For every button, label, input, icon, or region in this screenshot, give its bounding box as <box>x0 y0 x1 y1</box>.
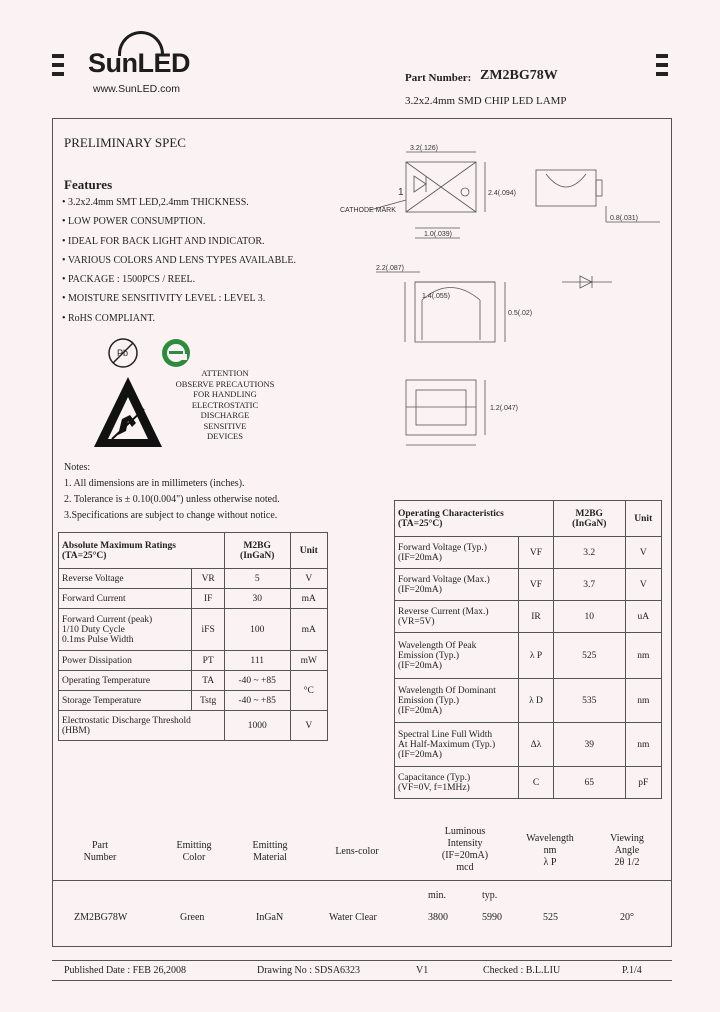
table-cell: 3.7 <box>553 569 625 601</box>
table-row <box>59 609 328 651</box>
table-cell: 30 <box>224 589 290 609</box>
table-cell: 65 <box>553 767 625 799</box>
table-cell: Δλ <box>519 723 554 767</box>
header-lens-color: Lens-color <box>335 846 379 857</box>
note-item: 1. All dimensions are in millimeters (inches). <box>64 478 245 489</box>
table-cell: 5 <box>224 569 290 589</box>
table-cell: VF <box>519 569 554 601</box>
divider <box>52 980 672 981</box>
header-bar-icon <box>52 54 64 58</box>
list-item: • MOISTURE SENSITIVITY LEVEL : LEVEL 3. <box>62 293 266 305</box>
abs-max-table <box>58 532 328 741</box>
svg-text:2.2(.087): 2.2(.087) <box>376 265 405 272</box>
divider <box>52 960 672 961</box>
divider <box>52 880 672 881</box>
svg-text:0.5(.02): 0.5(.02) <box>508 310 533 317</box>
attention-line: FOR HANDLING <box>193 389 257 399</box>
table-cell: λ D <box>519 679 554 723</box>
svg-text:1.0(.039): 1.0(.039) <box>424 231 453 238</box>
esd-attention-text <box>170 368 280 442</box>
table-cell: Operating Temperature <box>59 671 192 691</box>
header-bar-icon <box>656 63 668 67</box>
table-cell: PT <box>192 651 224 671</box>
table-cell: IF <box>192 589 224 609</box>
table-cell: V <box>290 711 327 741</box>
table-cell: Wavelength Of Dominant Emission (Typ.) (IF=20mA) <box>395 679 519 723</box>
notes <box>64 460 280 524</box>
header-bar-icon <box>656 72 668 76</box>
list-item: • RoHS COMPLIANT. <box>62 312 156 324</box>
table-cell: Forward Voltage (Typ.) (IF=20mA) <box>395 537 519 569</box>
table-cell: 111 <box>224 651 290 671</box>
header-viewing-angle: Viewing Angle 2θ 1/2 <box>610 833 644 868</box>
table-cell: V <box>290 569 327 589</box>
svg-text:3.2(.126): 3.2(.126) <box>410 145 439 152</box>
table-cell: Tstg <box>192 691 224 711</box>
table-cell: 100 <box>224 609 290 651</box>
svg-text:0.8(.031): 0.8(.031) <box>610 215 639 222</box>
table-row <box>395 679 662 723</box>
table-cell: IR <box>519 601 554 633</box>
table-cell: TA <box>192 671 224 691</box>
table-cell: -40 ~ +85 <box>224 691 290 711</box>
attention-line: ELECTROSTATIC <box>191 399 259 410</box>
row-emitting-color: Green <box>180 912 205 923</box>
table-cell: -40 ~ +85 <box>224 671 290 691</box>
list-item: • 3.2x2.4mm SMT LED,2.4mm THICKNESS. <box>62 197 249 208</box>
row-intensity-min: 3800 <box>428 912 448 923</box>
list-item: • LOW POWER CONSUMPTION. <box>62 216 206 228</box>
table-header-cell: M2BG (InGaN) <box>553 501 625 537</box>
header-min: min. <box>428 890 447 901</box>
table-header-row <box>395 501 662 537</box>
attention-line: DEVICES <box>207 431 243 441</box>
table-row <box>59 651 328 671</box>
attention-line: DISCHARGE <box>200 410 250 420</box>
table-cell: Electrostatic Discharge Threshold (HBM) <box>59 711 225 741</box>
table-cell: nm <box>625 633 661 679</box>
table-cell: Power Dissipation <box>59 651 192 671</box>
table-cell: Reverse Current (Max.) (VR=5V) <box>395 601 519 633</box>
table-cell: nm <box>625 723 661 767</box>
svg-text:Pb: Pb <box>117 348 129 358</box>
package-drawing <box>340 140 665 455</box>
checked-by: Checked : B.L.LIU <box>483 965 561 976</box>
table-cell: 535 <box>553 679 625 723</box>
note-item: 2. Tolerance is ± 0.10(0.004") unless otherwise noted. <box>64 494 280 505</box>
row-lens-color: Water Clear <box>329 912 377 923</box>
subtitle: 3.2x2.4mm SMD CHIP LED LAMP <box>405 95 567 107</box>
table-cell: Forward Current <box>59 589 192 609</box>
header-wavelength: Wavelength nm λ P <box>526 833 574 868</box>
row-emitting-material: InGaN <box>256 912 284 923</box>
row-wavelength: 525 <box>543 912 558 923</box>
table-cell: mA <box>290 609 327 651</box>
part-number: ZM2BG78W <box>480 68 558 83</box>
website-link[interactable]: www.SunLED.com <box>93 83 180 95</box>
table-cell: VR <box>192 569 224 589</box>
header-bar-icon <box>52 72 64 76</box>
table-cell: Spectral Line Full Width At Half-Maximum (Typ.) (IF=20mA) <box>395 723 519 767</box>
pb-free-icon <box>106 336 140 370</box>
header-typ: typ. <box>482 890 498 901</box>
part-number-label: Part Number: <box>405 72 472 84</box>
published-date: Published Date : FEB 26,2008 <box>64 965 186 976</box>
table-cell: iFS <box>192 609 224 651</box>
table-cell: 1000 <box>224 711 290 741</box>
svg-text:1.4(.055): 1.4(.055) <box>422 293 451 300</box>
table-row <box>59 589 328 609</box>
table-row <box>59 671 328 691</box>
table-row <box>395 601 662 633</box>
notes-title: Notes: <box>64 462 91 473</box>
header-part-number: Part Number <box>83 840 117 863</box>
table-cell: Storage Temperature <box>59 691 192 711</box>
table-row <box>395 633 662 679</box>
drawing-number: Drawing No : SDSA6323 <box>257 965 361 976</box>
header-luminous-intensity: Luminous Intensity (IF=20mA) mcd <box>441 826 489 873</box>
table-cell: Reverse Voltage <box>59 569 192 589</box>
attention-line: SENSITIVE <box>203 420 247 431</box>
table-row <box>59 691 328 711</box>
attention-line: ATTENTION <box>201 368 249 378</box>
table-row <box>395 537 662 569</box>
svg-text:1: 1 <box>398 187 404 198</box>
table-row <box>59 711 328 741</box>
esd-warning-icon <box>92 375 164 449</box>
table-cell: 39 <box>553 723 625 767</box>
table-cell: C <box>519 767 554 799</box>
header-emitting-material: Emitting Material <box>252 840 288 863</box>
spec-title: PRELIMINARY SPEC <box>64 135 186 150</box>
table-cell: nm <box>625 679 661 723</box>
table-cell: λ P <box>519 633 554 679</box>
table-header-cell: Operating Characteristics (TA=25°C) <box>395 501 554 537</box>
table-cell: V <box>625 537 661 569</box>
table-cell: V <box>625 569 661 601</box>
table-row <box>395 723 662 767</box>
row-viewing-angle: 20° <box>620 912 634 923</box>
table-cell: mA <box>290 589 327 609</box>
note-item: 3.Specifications are subject to change without notice. <box>64 510 278 521</box>
table-cell: Capacitance (Typ.) (VF=0V, f=1MHz) <box>395 767 519 799</box>
attention-line: OBSERVE PRECAUTIONS <box>175 378 275 389</box>
features-list <box>62 197 332 332</box>
op-char-table <box>394 500 662 799</box>
header-bar-icon <box>52 63 64 67</box>
table-header-cell: Unit <box>625 501 661 537</box>
brand-logo: SunLED <box>88 48 190 78</box>
table-cell: pF <box>625 767 661 799</box>
page-number: P.1/4 <box>622 965 642 976</box>
svg-text:2.4(.094): 2.4(.094) <box>488 190 517 197</box>
table-row <box>395 767 662 799</box>
table-cell: Wavelength Of Peak Emission (Typ.) (IF=20mA) <box>395 633 519 679</box>
table-header-cell: M2BG (InGaN) <box>224 533 290 569</box>
table-cell: 525 <box>553 633 625 679</box>
table-cell: 3.2 <box>553 537 625 569</box>
table-cell: mW <box>290 651 327 671</box>
list-item: • PACKAGE : 1500PCS / REEL. <box>62 274 196 286</box>
table-cell: °C <box>290 671 327 711</box>
table-header-cell: Absolute Maximum Ratings (TA=25°C) <box>59 533 225 569</box>
header-emitting-color: Emitting Color <box>176 840 212 863</box>
list-item: • VARIOUS COLORS AND LENS TYPES AVAILABLE. <box>62 254 297 266</box>
table-cell: Forward Voltage (Max.) (IF=20mA) <box>395 569 519 601</box>
table-header-row <box>59 533 328 569</box>
row-intensity-typ: 5990 <box>482 912 502 923</box>
table-header-cell: Unit <box>290 533 327 569</box>
svg-text:1.2(.047): 1.2(.047) <box>490 405 519 412</box>
header-bar-icon <box>656 54 668 58</box>
version: V1 <box>416 965 429 976</box>
table-row <box>395 569 662 601</box>
list-item: • IDEAL FOR BACK LIGHT AND INDICATOR. <box>62 235 265 247</box>
table-cell: uA <box>625 601 661 633</box>
table-cell: VF <box>519 537 554 569</box>
rohs-e-icon <box>158 336 194 370</box>
table-cell: 10 <box>553 601 625 633</box>
table-cell: Forward Current (peak) 1/10 Duty Cycle 0.1ms Pulse Width <box>59 609 192 651</box>
table-row <box>59 569 328 589</box>
row-part-number: ZM2BG78W <box>74 912 128 923</box>
features-title: Features <box>64 177 113 192</box>
svg-text:CATHODE MARK: CATHODE MARK <box>340 207 396 214</box>
